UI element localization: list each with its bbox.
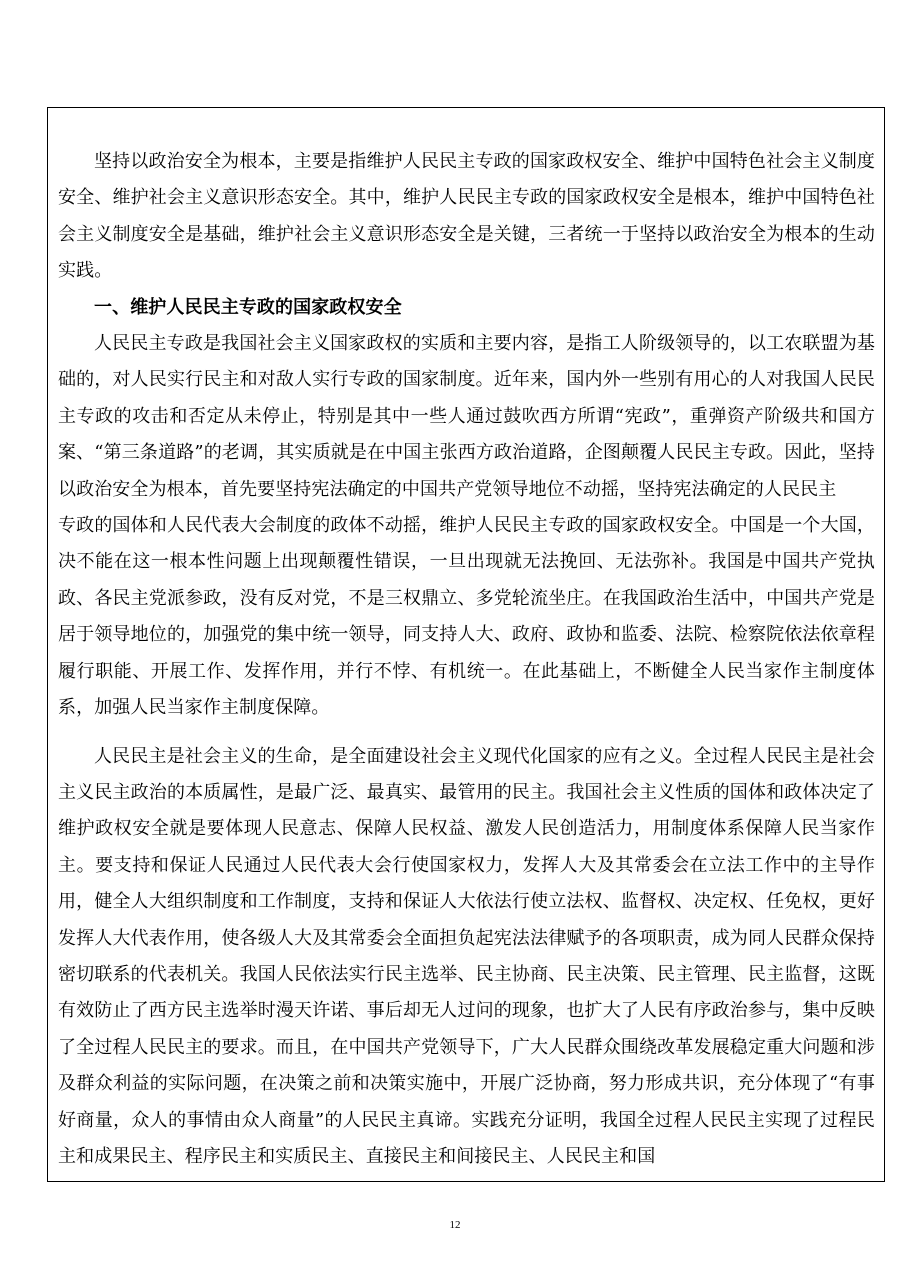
intro-paragraph: 坚持以政治安全为根本，主要是指维护人民民主专政的国家政权安全、维护中国特色社会主义制度安全、维护社会主义意识形态安全。其中，维护人民民主专政的国家政权安全是根本，维护中国特色社会主义制度安全是基础，维护社会主义意识形态安全是关键，三者统一于坚持以政治安全为根本的生动实践。 <box>58 151 875 282</box>
document-frame <box>47 107 885 1182</box>
page-number: 12 <box>449 1219 461 1231</box>
body-paragraph: 人民民主专政是我国社会主义国家政权的实质和主要内容，是指工人阶级领导的，以工农联盟为基础的，对人民实行民主和对敌人实行专政的国家制度。近年来，国内外一些别有用心的人对我国人民民主专政的攻击和否定从未停止，特别是其中一些人通过鼓吹西方所谓“宪政”，重弹资产阶级共和国方案、“第三条道路”的老调，其实质就是在中国主张西方政治道路，企图颠覆人民民主专政。因此，坚持以政治安全为根本，首先要坚持宪法确定的中国共产党领导地位不动摇，坚持宪法确定的人民民主 <box>58 333 875 500</box>
continuation-paragraph: 专政的国体和人民代表大会制度的政体不动摇，维护人民民主专政的国家政权安全。中国是一个大国，决不能在这一根本性问题上出现颠覆性错误，一旦出现就无法挽回、无法弥补。我国是中国共产党执政、各民主党派参政，没有反对党，不是三权鼎立、多党轮流坐庄。在我国政治生活中，中国共产党是居于领导地位的，加强党的集中统一领导，同支持人大、政府、政协和监委、法院、检察院依法依章程履行职能、开展工作、发挥作用，并行不悖、有机统一。在此基础上，不断健全人民当家作主制度体系，加强人民当家作主制度保障。 <box>58 515 875 719</box>
section-heading: 一、维护人民民主专政的国家政权安全 <box>94 296 402 318</box>
document-body <box>58 144 875 1175</box>
body-paragraph: 人民民主是社会主义的生命，是全面建设社会主义现代化国家的应有之义。全过程人民民主是社会主义民主政治的本质属性，是最广泛、最真实、最管用的民主。我国社会主义性质的国体和政体决定了维护政权安全就是要体现人民意志、保障人民权益、激发人民创造活力，用制度体系保障人民当家作主。要支持和保证人民通过人民代表大会行使国家权力，发挥人大及其常委会在立法工作中的主导作用，健全人大组织制度和工作制度，支持和保证人大依法行使立法权、监督权、决定权、任免权，更好发挥人大代表作用，使各级人大及其常委会全面担负起宪法法律赋予的各项职责，成为同人民群众保持密切联系的代表机关。我国人民依法实行民主选举、民主协商、民主决策、民主管理、民主监督，这既有效防止了西方民主选举时漫天许诺、事后却无人过问的现象，也扩大了人民有序政治参与，集中反映了全过程人民民主的要求。而且，在中国共产党领导下，广大人民群众围绕改革发展稳定重大问题和涉及群众利益的实际问题，在决策之前和决策实施中，开展广泛协商，努力形成共识，充分体现了“有事好商量，众人的事情由众人商量”的人民民主真谛。实践充分证明，我国全过程人民民主实现了过程民主和成果民主、程序民主和实质民主、直接民主和间接民主、人民民主和国 <box>58 745 875 1167</box>
